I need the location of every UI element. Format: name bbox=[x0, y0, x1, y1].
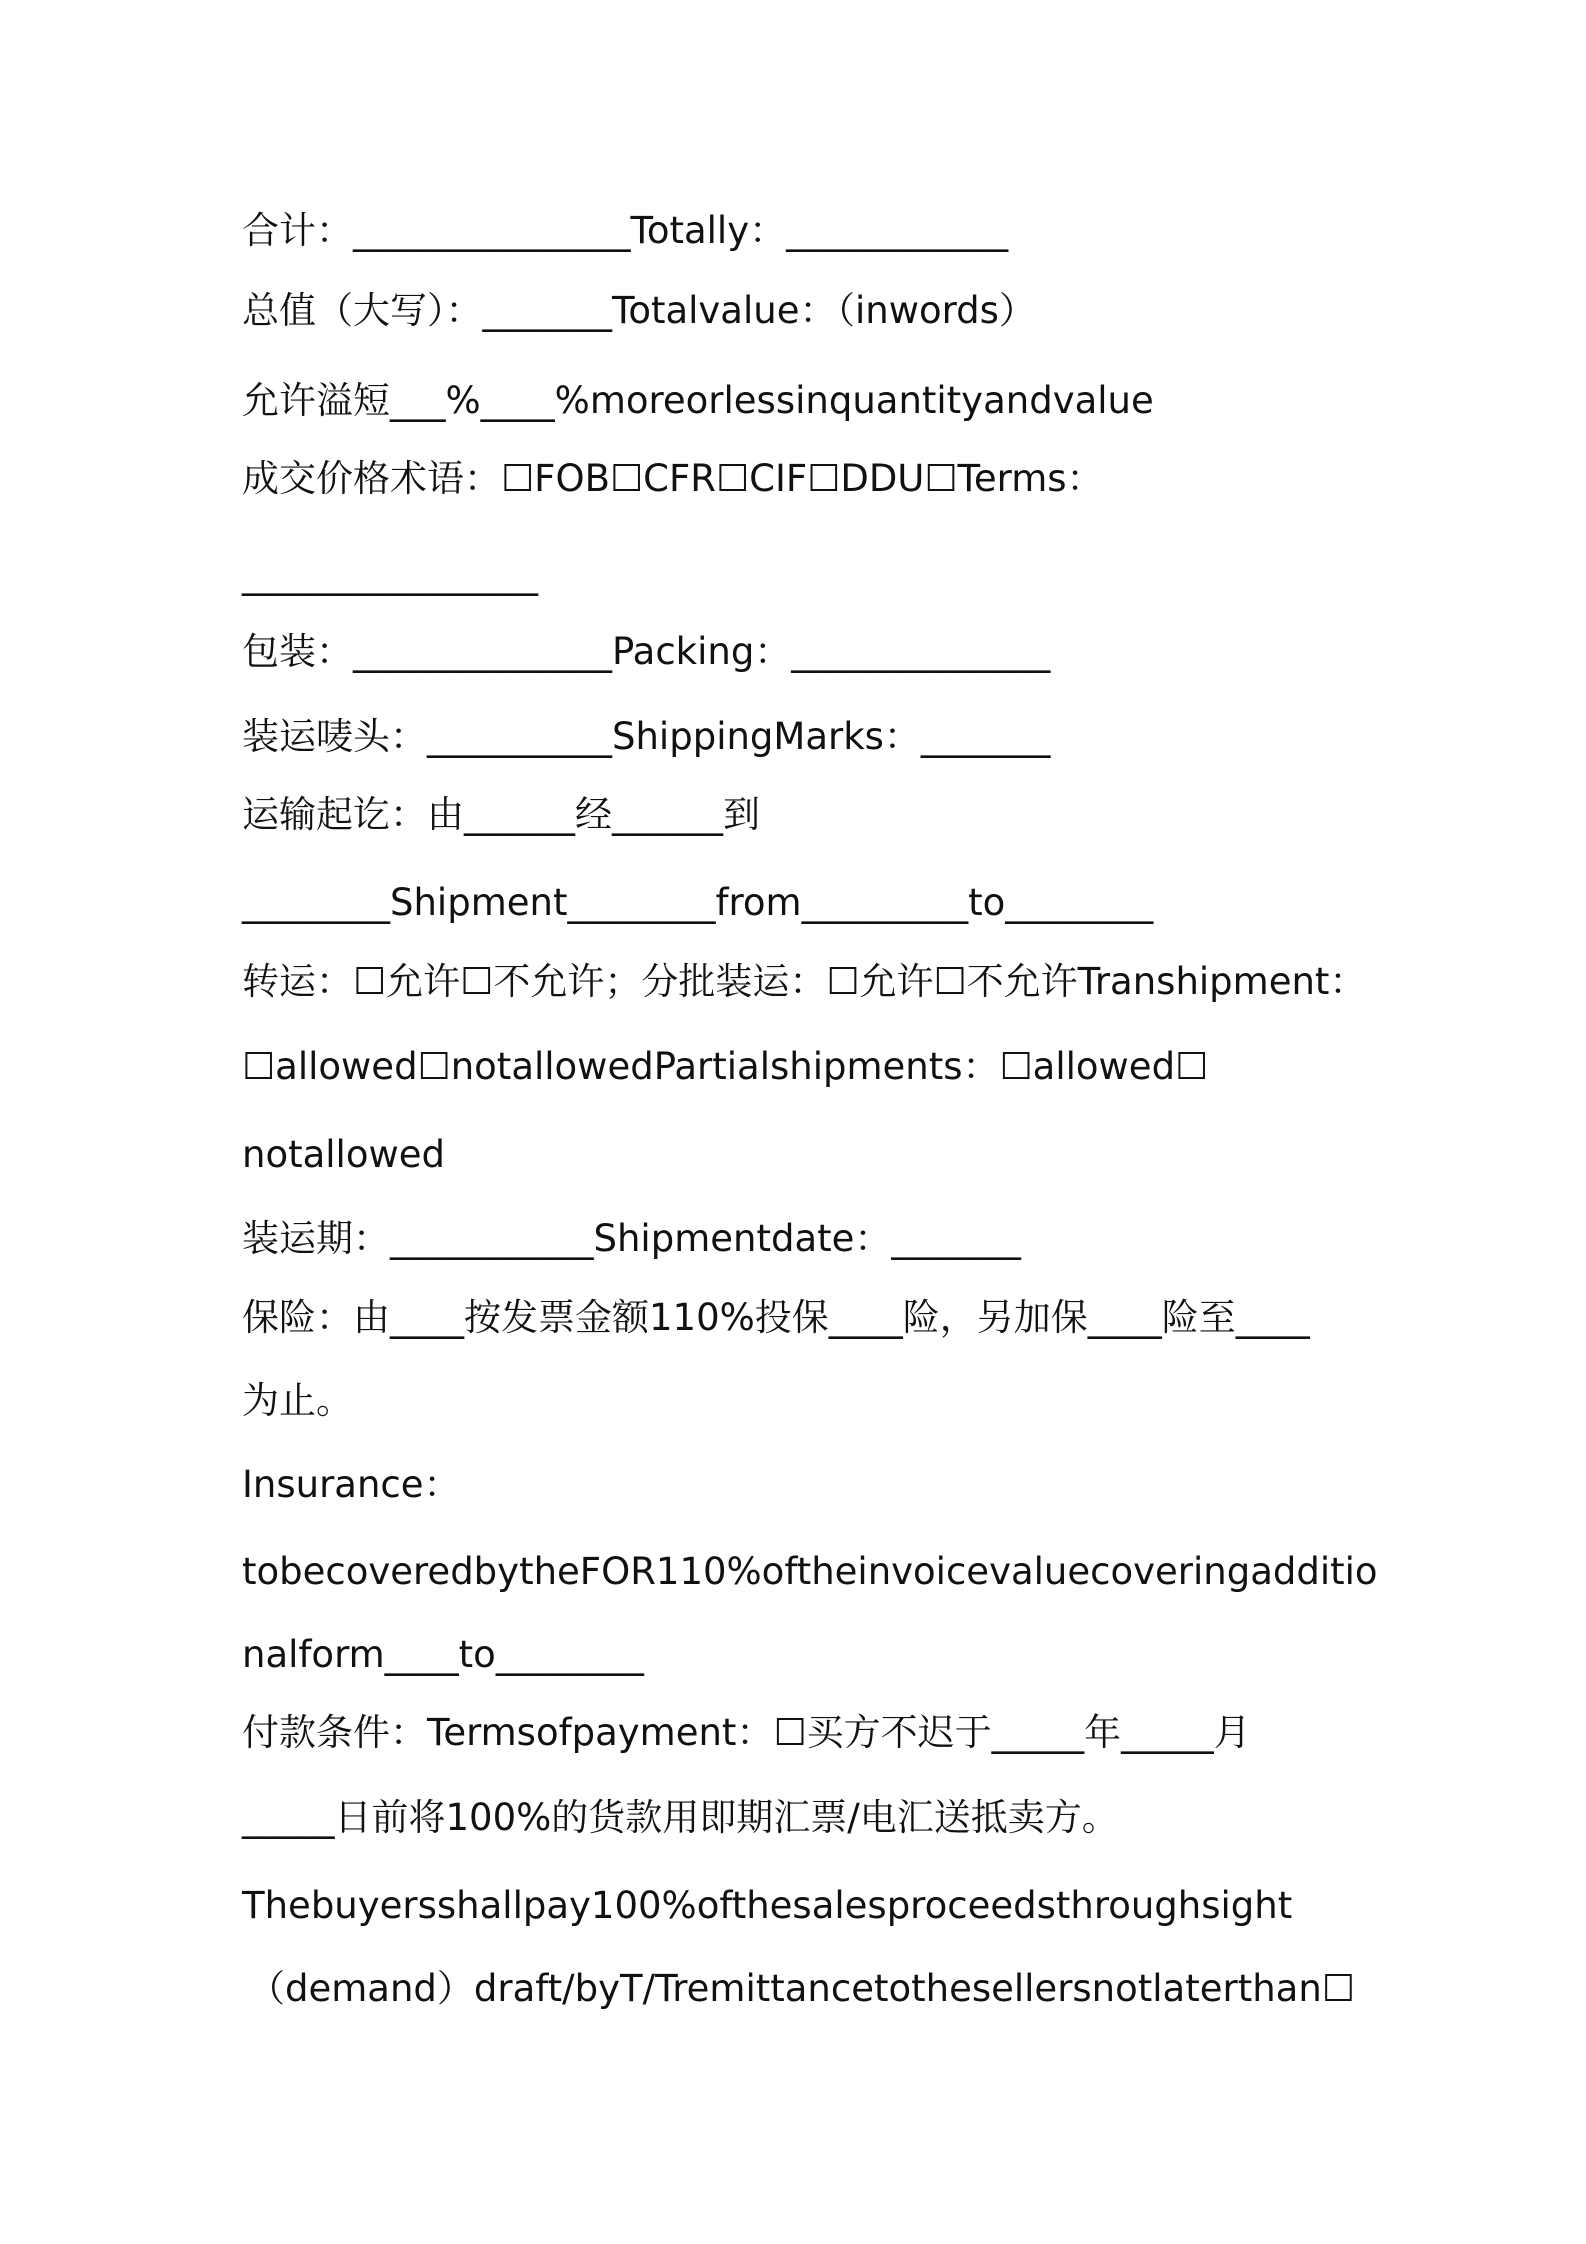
partial-shipments-line: ☐allowed☐notallowedPartialshipments：☐allowed☐ bbox=[242, 1045, 1209, 1088]
not-allowed-line: notallowed bbox=[242, 1133, 445, 1176]
transhipment-line: 转运：☐允许☐不允许；分批装运：☐允许☐不允许Transhipment： bbox=[242, 960, 1367, 1003]
insurance-cn-end-line: 为止。 bbox=[242, 1379, 353, 1422]
tolerance-line: 允许溢短___%____%moreorlessinquantityandvalue bbox=[242, 379, 1154, 422]
insurance-text-end-line: nalform____to________ bbox=[242, 1633, 644, 1676]
shipment-route-line: ________Shipment________from_________to________ bbox=[242, 881, 1154, 924]
payment-cn-line: _____日前将100%的货款用即期汇票/电汇送抵卖方。 bbox=[242, 1796, 1119, 1839]
total-value-line: 总值（大写）：_______Totalvalue：（inwords） bbox=[242, 289, 1036, 332]
payment-terms-line: 付款条件：Termsofpayment：☐买方不迟于_____年_____月 bbox=[242, 1711, 1251, 1754]
insurance-text-line: tobecoveredbytheFOR110%oftheinvoicevaluecoveringadditio bbox=[242, 1550, 1378, 1593]
shipment-date-line: 装运期：___________Shipmentdate：_______ bbox=[242, 1217, 1021, 1260]
total-line: 合计：_______________Totally：____________ bbox=[242, 209, 1009, 252]
insurance-cn-line: 保险：由____按发票金额110%投保____险，另加保____险至____ bbox=[242, 1296, 1310, 1339]
transport-route-line: 运输起讫：由______经______到 bbox=[242, 793, 760, 836]
price-terms-line: 成交价格术语：☐FOB☐CFR☐CIF☐DDU☐Terms： bbox=[242, 457, 1104, 500]
payment-en-end-line: （demand）draft/byT/Tremittancetothesellersnotlaterthan☐ bbox=[248, 1967, 1355, 2010]
payment-en-line: Thebuyersshallpay100%ofthesalesproceedsthroughsight bbox=[242, 1884, 1293, 1927]
insurance-label-line: Insurance： bbox=[242, 1463, 461, 1506]
terms-blank-line: ________________ bbox=[242, 553, 538, 596]
shipping-marks-line: 装运唛头：__________ShippingMarks：_______ bbox=[242, 715, 1051, 758]
packing-line: 包装：______________Packing：______________ bbox=[242, 630, 1051, 673]
